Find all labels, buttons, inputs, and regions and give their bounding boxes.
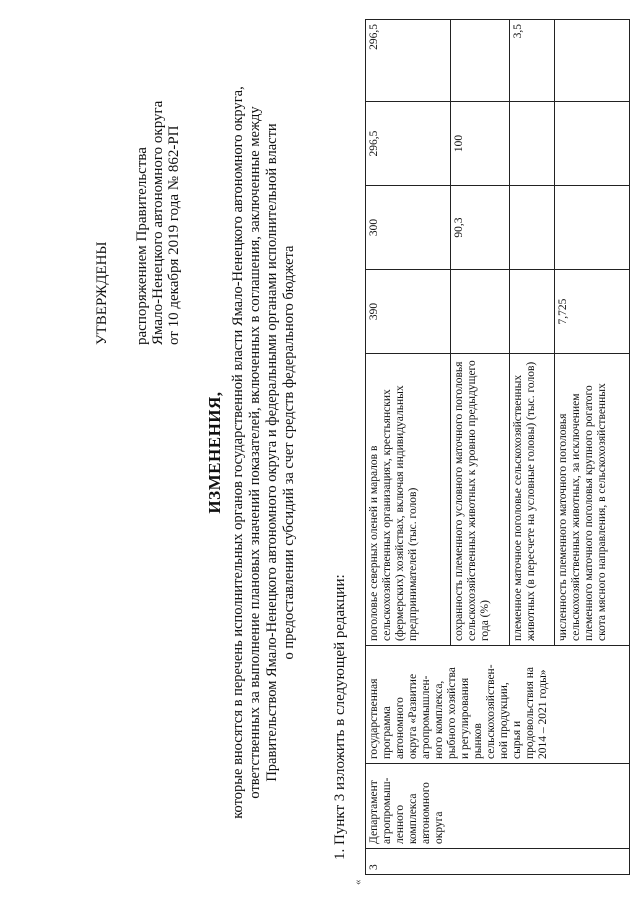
value-cell: 300 [366,186,451,270]
program-line: сельскохозяйствен- [485,664,497,759]
department-line: ленного [394,804,406,844]
indicator-cell: племенное маточное поголовье сельскохозяйственных животных (в пересчете на условные головы) (тыс. голов) [510,354,555,646]
indicator-cell: численность племенного маточного поголовья сельскохозяйственных животных, за исключением племенного маточного поголовья крупного рогатого скота мясного направления, в сельскохозяйственных [555,354,630,646]
item-heading: 1. Пункт 3 изложить в следующей редакции: [332,574,348,860]
indicator-cell: сохранность племенного условного маточного поголовья сельскохозяйственных животных к уровню предыдущего года (%) [451,354,510,646]
department-line: комплекса [407,793,419,844]
program-line: сырья и [511,720,523,759]
approved-heading: УТВЕРЖДЕНЫ [94,241,110,345]
department-cell [366,764,630,849]
value-cell [451,270,510,354]
program-line: рынков [472,723,484,759]
department-line: Департамент [368,780,380,844]
program-cell [366,646,630,764]
table-row [366,20,451,875]
value-cell [510,102,555,186]
value-cell: 296,5 [366,20,451,102]
approval-line: распоряжением Правительства [134,147,150,345]
subtitle-line: Правительством Ямало-Ненецкого автономного округа и федеральными органами исполнительной власти [264,123,280,782]
value-cell: 90,3 [451,186,510,270]
department-line: агропромыш- [381,777,393,844]
indicators-table [365,19,630,875]
value-cell: 7,725 [555,270,630,354]
value-cell [555,102,630,186]
program-line: продовольствия на [524,667,536,759]
subtitle-line: о предоставлении субсидий за счет средств федерального бюджета [281,245,297,660]
value-cell: 390 [366,270,451,354]
approval-line: Ямало-Ненецкого автономного округа [150,100,166,345]
value-cell [510,186,555,270]
subtitle-line: ответственных за выполнение плановых значений показателей, включенных в соглашения, заключенные между [247,106,263,799]
value-cell: 3,5 [510,20,555,102]
subtitle-line: которые вносятся в перечень исполнительных органов государственной власти Ямало-Ненецкого автономного округа, [230,86,246,819]
program-line: программа [381,706,393,759]
indicator-cell: поголовье северных оленей и маралов в сельскохозяйственных организациях, крестьянских (фермерских) хозяйствах, включая индивидуальных предпринимателей (тыс. голов) [366,354,451,646]
value-cell: 296,5 [366,102,451,186]
approval-line: от 10 декабря 2019 года № 862-РП [166,125,182,345]
value-cell [555,20,630,102]
program-line: государственная [368,678,380,759]
department-line: округа [433,811,445,844]
document-title: ИЗМЕНЕНИЯ, [205,391,224,514]
program-line: агропромышлен- [420,675,432,759]
program-line: ной продукции, [498,682,510,759]
value-cell: 100 [451,102,510,186]
row-number: 3 [366,849,630,875]
quote-mark: « [352,879,364,885]
department-line: автономного [420,782,432,844]
program-line: рыбного хозяйства [446,667,458,759]
program-line: автономного [394,697,406,759]
program-line: и регулирования [459,677,471,759]
document-subtitle [230,20,298,885]
program-line: 2014 – 2021 годы» [537,669,549,759]
program-line: ного комплекса, [433,680,445,759]
value-cell [451,20,510,102]
value-cell [555,186,630,270]
program-line: округа «Развитие [407,673,419,759]
value-cell [510,270,555,354]
